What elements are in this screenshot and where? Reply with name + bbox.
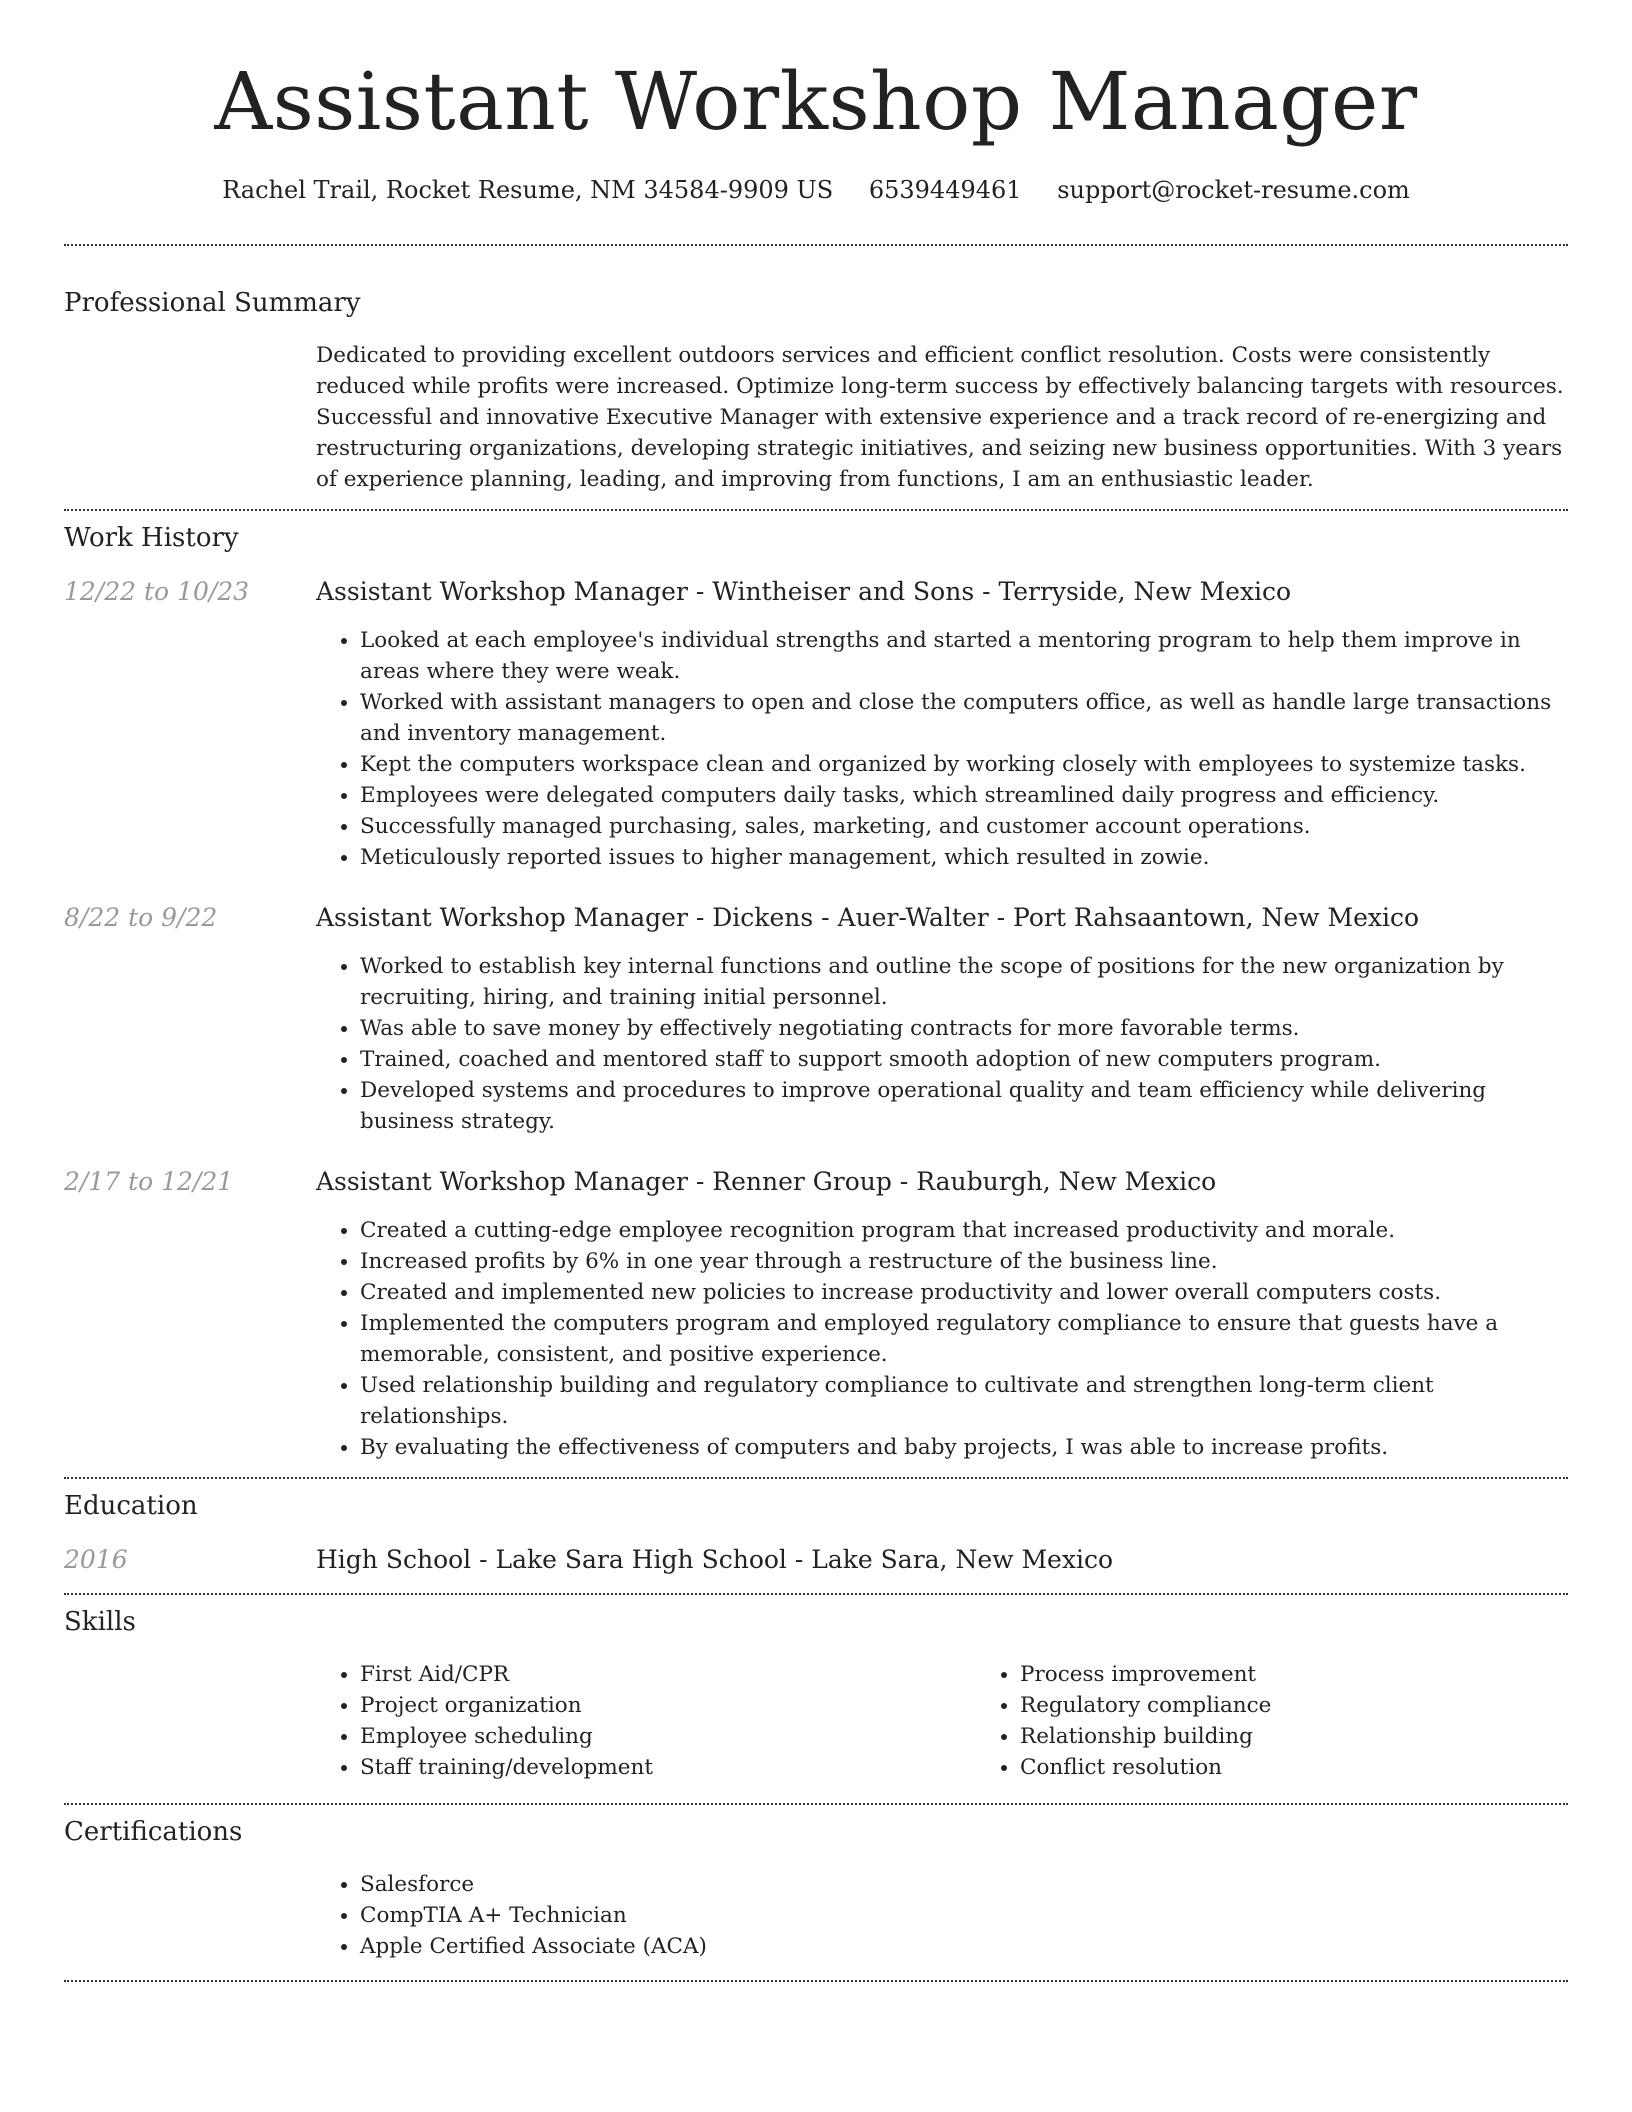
skills-list-left	[316, 1659, 976, 1783]
certifications-row	[64, 1869, 1568, 1962]
work-history-heading: Work History	[64, 523, 239, 553]
skills-list-right	[976, 1659, 1632, 1783]
job-bullets	[316, 1215, 1568, 1463]
resume-page	[64, 0, 1568, 1982]
list-item: • Employee scheduling	[360, 1721, 976, 1752]
education-title: High School - Lake Sara High School - Lake Sara, New Mexico	[316, 1545, 1113, 1574]
education-heading: Education	[64, 1491, 198, 1521]
list-item: • Regulatory compliance	[1020, 1690, 1632, 1721]
list-item: • Kept the computers workspace clean and organized by working closely with employees to systemize tasks.	[360, 749, 1568, 780]
list-item: • Used relationship building and regulatory compliance to cultivate and strengthen long-term client relationships.	[360, 1370, 1568, 1432]
divider	[64, 244, 1568, 246]
divider	[64, 509, 1568, 511]
certifications-list	[316, 1869, 1568, 1962]
job-dates: 2/17 to 12/21	[64, 1167, 234, 1196]
contact-line	[64, 174, 1568, 206]
contact-phone: 6539449461	[868, 176, 1022, 204]
job-dates: 8/22 to 9/22	[64, 903, 218, 932]
list-item: • Apple Certified Associate (ACA)	[360, 1931, 1568, 1962]
job-title: Assistant Workshop Manager - Wintheiser and Sons - Terryside, New Mexico	[316, 577, 1292, 606]
divider	[64, 1477, 1568, 1479]
certifications-heading: Certifications	[64, 1817, 243, 1847]
education-year: 2016	[64, 1545, 128, 1574]
list-item: • Conflict resolution	[1020, 1752, 1632, 1783]
skills-row	[64, 1659, 1568, 1783]
list-item: • Meticulously reported issues to higher management, which resulted in zowie.	[360, 842, 1568, 873]
resume-name: Assistant Workshop Manager	[214, 55, 1418, 148]
job-entry	[64, 575, 1568, 873]
job-bullets	[316, 625, 1568, 873]
job-entry	[64, 901, 1568, 1137]
list-item: • Worked to establish key internal functions and outline the scope of positions for the new organization by recruiting, hiring, and training initial personnel.	[360, 951, 1568, 1013]
divider	[64, 1593, 1568, 1595]
summary-heading: Professional Summary	[64, 288, 361, 318]
list-item: • Relationship building	[1020, 1721, 1632, 1752]
job-title: Assistant Workshop Manager - Dickens - Auer-Walter - Port Rahsaantown, New Mexico	[316, 903, 1420, 932]
list-item: • Implemented the computers program and employed regulatory compliance to ensure that guests have a memorable, consistent, and positive experience.	[360, 1308, 1568, 1370]
list-item: • Project organization	[360, 1690, 976, 1721]
contact-address: Rachel Trail, Rocket Resume, NM 34584-9909 US	[222, 176, 834, 204]
summary-row	[64, 340, 1568, 495]
education-entry	[64, 1543, 1568, 1577]
list-item: • CompTIA A+ Technician	[360, 1900, 1568, 1931]
list-item: • First Aid/CPR	[360, 1659, 976, 1690]
list-item: • Created a cutting-edge employee recognition program that increased productivity and morale.	[360, 1215, 1568, 1246]
list-item: • Worked with assistant managers to open and close the computers office, as well as handle large transactions and inventory management.	[360, 687, 1568, 749]
contact-email: support@rocket-resume.com	[1057, 176, 1410, 204]
summary-text: Dedicated to providing excellent outdoors services and efficient conflict resolution. Costs were consistently reduced while profits were increased. Optimize long-term success by effectively balancing targets with resources. Successful and innovative Executive Manager with extensive experience and a track record of re-energizing and restructuring organizations, developing strategic initiatives, and seizing new business opportunities. With 3 years of experience planning, leading, and improving from functions, I am an enthusiastic leader.	[316, 343, 1564, 492]
list-item: • Staff training/development	[360, 1752, 976, 1783]
list-item: • Process improvement	[1020, 1659, 1632, 1690]
divider	[64, 1980, 1568, 1982]
list-item: • Looked at each employee's individual strengths and started a mentoring program to help them improve in areas where they were weak.	[360, 625, 1568, 687]
list-item: • Salesforce	[360, 1869, 1568, 1900]
list-item: • Was able to save money by effectively negotiating contracts for more favorable terms.	[360, 1013, 1568, 1044]
divider	[64, 1803, 1568, 1805]
job-dates: 12/22 to 10/23	[64, 577, 250, 606]
job-title: Assistant Workshop Manager - Renner Group - Rauburgh, New Mexico	[316, 1167, 1217, 1196]
list-item: • Developed systems and procedures to improve operational quality and team efficiency while delivering business strategy.	[360, 1075, 1568, 1137]
list-item: • By evaluating the effectiveness of computers and baby projects, I was able to increase profits.	[360, 1432, 1568, 1463]
list-item: • Employees were delegated computers daily tasks, which streamlined daily progress and efficiency.	[360, 780, 1568, 811]
skills-heading: Skills	[64, 1607, 136, 1637]
list-item: • Created and implemented new policies to increase productivity and lower overall computers costs.	[360, 1277, 1568, 1308]
list-item: • Increased profits by 6% in one year through a restructure of the business line.	[360, 1246, 1568, 1277]
list-item: • Trained, coached and mentored staff to support smooth adoption of new computers program.	[360, 1044, 1568, 1075]
job-bullets	[316, 951, 1568, 1137]
list-item: • Successfully managed purchasing, sales, marketing, and customer account operations.	[360, 811, 1568, 842]
job-entry	[64, 1165, 1568, 1463]
